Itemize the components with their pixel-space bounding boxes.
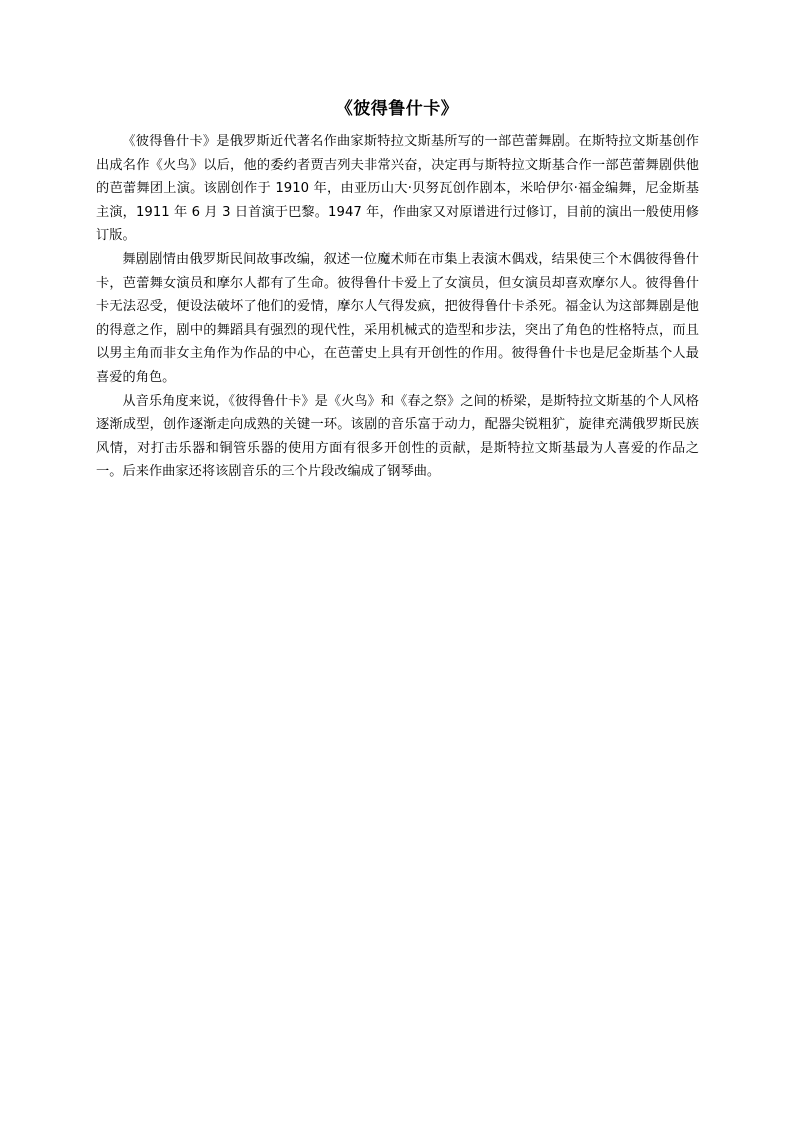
- paragraph-3: 从音乐角度来说，《彼得鲁什卡》是《火鸟》和《春之祭》之间的桥梁，是斯特拉文斯基的个人风格逐渐成型，创作逐渐走向成熟的关键一环。该剧的音乐富于动力，配器尖锐粗犷，旋律充满俄罗斯民族风情，对打击乐器和铜管乐器的使用方面有很多开创性的贡献，是斯特拉文斯基最为人喜爱的作品之一。后来作曲家还将该剧音乐的三个片段改编成了钢琴曲。: [96, 393, 699, 480]
- document-title: 《彼得鲁什卡》: [335, 99, 459, 119]
- paragraph-2: 舞剧剧情由俄罗斯民间故事改编，叙述一位魔术师在市集上表演木偶戏，结果使三个木偶彼得鲁什卡，芭蕾舞女演员和摩尔人都有了生命。彼得鲁什卡爱上了女演员，但女演员却喜欢摩尔人。彼得鲁什卡无法忍受，便设法破坏了他们的爱情，摩尔人气得发疯，把彼得鲁什卡杀死。福金认为这部舞剧是他的得意之作，剧中的舞蹈具有强烈的现代性，采用机械式的造型和步法，突出了角色的性格特点，而且以男主角而非女主角作为作品的中心，在芭蕾史上具有开创性的作用。彼得鲁什卡也是尼金斯基个人最喜爱的角色。: [96, 251, 699, 385]
- paragraph-1: 《彼得鲁什卡》是俄罗斯近代著名作曲家斯特拉文斯基所写的一部芭蕾舞剧。在斯特拉文斯基创作出成名作《火鸟》以后，他的委约者贾吉列夫非常兴奋，决定再与斯特拉文斯基合作一部芭蕾舞剧供他的芭蕾舞团上演。该剧创作于 1910 年，由亚历山大·贝努瓦创作剧本，米哈伊尔·福金编舞，尼金斯基主演，1911 年 6 月 3 日首演于巴黎。1947 年，作曲家又对原谱进行过修订，目前的演出一般使用修订版。: [96, 134, 699, 244]
- document-body: [96, 130, 699, 484]
